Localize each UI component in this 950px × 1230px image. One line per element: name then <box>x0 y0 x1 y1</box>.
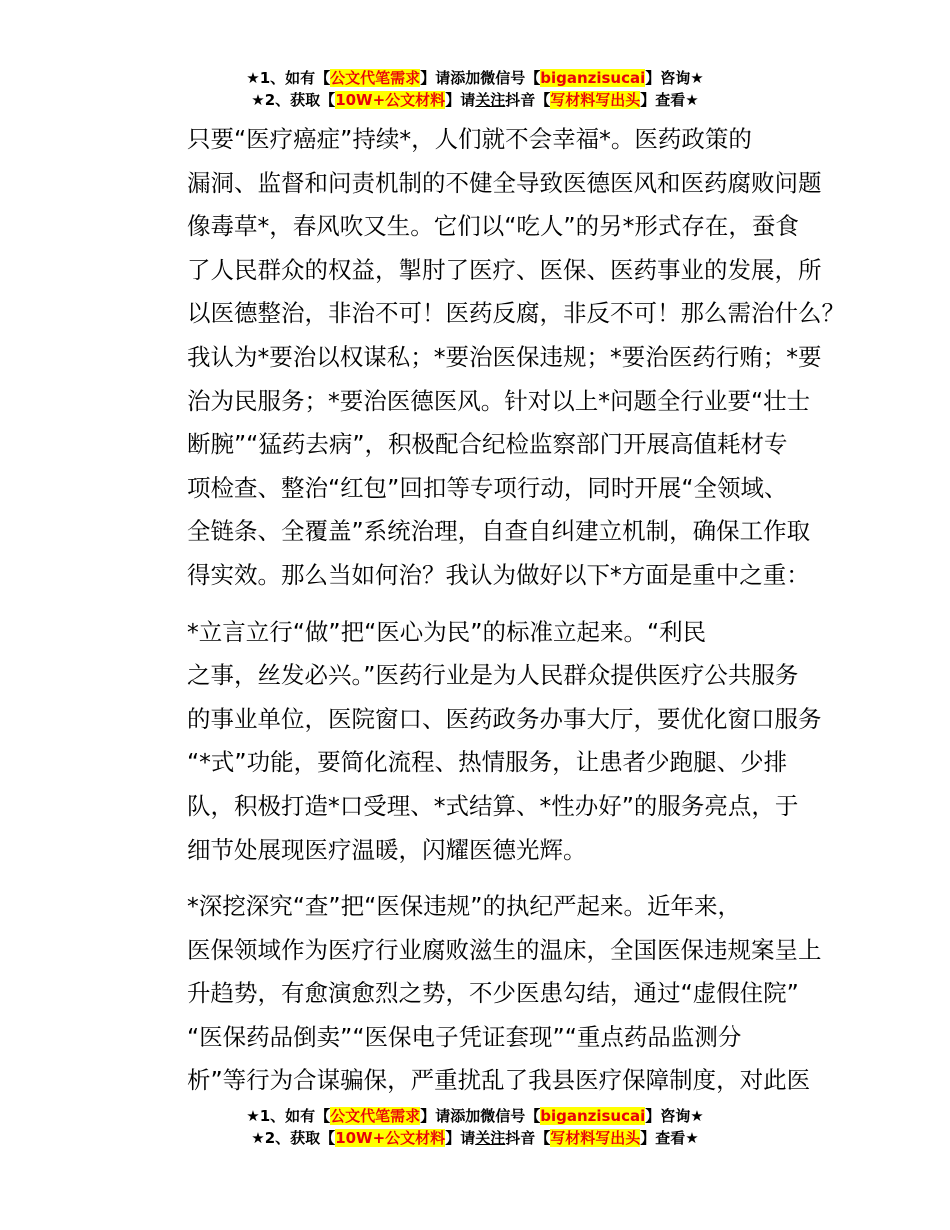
text-line: 我认为*要治以权谋私；*要治医保违规；*要治医药行贿；*要 <box>187 342 822 371</box>
douyin-id-highlight: 写材料写出头 <box>550 1129 641 1147</box>
text-line: *深挖深究“查”把“医保违规”的执纪严起来。近年来， <box>187 892 741 921</box>
text-line: 得实效。那么当如何治？我认为做好以下*方面是重中之重： <box>187 560 810 589</box>
text-line: 析”等行为合谋骗保，严重扰乱了我县医疗保障制度，对此医 <box>187 1066 811 1095</box>
banner-text: 】请添加微信号【 <box>420 1107 541 1125</box>
banner-underlined-text: 关注 <box>475 91 506 109</box>
banner-text: 】请 <box>445 1129 476 1147</box>
text-line: 升趋势，有愈演愈烈之势，不少医患勾结，通过“虚假住院” <box>187 979 799 1008</box>
text-line: 队，积极打造*口受理、*式结算、*性办好”的服务亮点，于 <box>187 791 799 820</box>
wechat-id-highlight: biganzisucai <box>540 69 646 87</box>
banner-text: 】查看★ <box>640 91 699 109</box>
banner-text: 抖音【 <box>505 1129 551 1147</box>
banner-text: ★2、获取【 <box>251 91 336 109</box>
douyin-id-highlight: 写材料写出头 <box>550 91 641 109</box>
text-line: 项检查、整治“红包”回扣等专项行动，同时开展“全领域、 <box>187 473 788 502</box>
banner-highlight: 10W+公文材料 <box>335 91 446 109</box>
banner-highlight: 公文代笔需求 <box>330 69 421 87</box>
banner-line-1 <box>0 1105 950 1127</box>
banner-text: 】咨询★ <box>645 1107 704 1125</box>
text-line: *立言立行“做”把“医心为民”的标准立起来。“利民 <box>187 617 707 646</box>
footer-banner <box>0 1105 950 1149</box>
banner-text: ★2、获取【 <box>251 1129 336 1147</box>
paragraph <box>140 611 836 873</box>
banner-underlined-text: 关注 <box>475 1129 506 1147</box>
text-line: 只要“医疗癌症”持续*，人们就不会幸福*。医药政策的 <box>187 125 752 153</box>
banner-highlight: 10W+公文材料 <box>335 1129 446 1147</box>
text-line: 治为民服务；*要治医德医风。针对以上*问题全行业要“壮士 <box>187 386 811 415</box>
text-line: “医保药品倒卖”“医保电子凭证套现”“重点药品监测分 <box>187 1022 742 1051</box>
banner-text: 】咨询★ <box>645 69 704 87</box>
text-line: “*式”功能，要简化流程、热情服务，让患者少跑腿、少排 <box>187 748 788 777</box>
banner-line-2 <box>0 89 950 111</box>
text-line: 的事业单位，医院窗口、医药政务办事大厅，要优化窗口服务 <box>187 704 822 733</box>
document-body <box>140 118 845 1103</box>
text-line: 之事，丝发必兴。”医药行业是为人民群众提供医疗公共服务 <box>187 661 799 690</box>
banner-text: 抖音【 <box>505 91 551 109</box>
text-line: 断腕”“猛药去病”，积极配合纪检监察部门开展高值耗材专 <box>187 430 788 459</box>
header-banner <box>0 67 950 111</box>
text-line: 细节处展现医疗温暖，闪耀医德光辉。 <box>187 835 587 864</box>
text-line: 了人民群众的权益，掣肘了医疗、医保、医药事业的发展，所 <box>187 255 822 284</box>
banner-text: 】查看★ <box>640 1129 699 1147</box>
text-line: 以医德整治，非治不可！医药反腐，非反不可！那么需治什么？ <box>187 299 845 328</box>
text-line: 漏洞、监督和问责机制的不健全导致医德医风和医药腐败问题 <box>187 168 822 197</box>
text-line: 全链条、全覆盖”系统治理，自查自纠建立机制，确保工作取 <box>187 517 811 546</box>
text-line: 医保领域作为医疗行业腐败滋生的温床，全国医保违规案呈上 <box>187 935 822 964</box>
banner-text: ★1、如有【 <box>246 1107 331 1125</box>
text-line: 像毒草*，春风吹又生。它们以“吃人”的另*形式存在，蚕食 <box>187 212 799 241</box>
wechat-id-highlight: biganzisucai <box>540 1107 646 1125</box>
banner-line-1 <box>0 67 950 89</box>
banner-text: 】请 <box>445 91 476 109</box>
banner-text: 】请添加微信号【 <box>420 69 541 87</box>
banner-text: ★1、如有【 <box>246 69 331 87</box>
paragraph <box>140 885 836 1103</box>
paragraph <box>140 118 845 598</box>
banner-line-2 <box>0 1127 950 1149</box>
banner-highlight: 公文代笔需求 <box>330 1107 421 1125</box>
